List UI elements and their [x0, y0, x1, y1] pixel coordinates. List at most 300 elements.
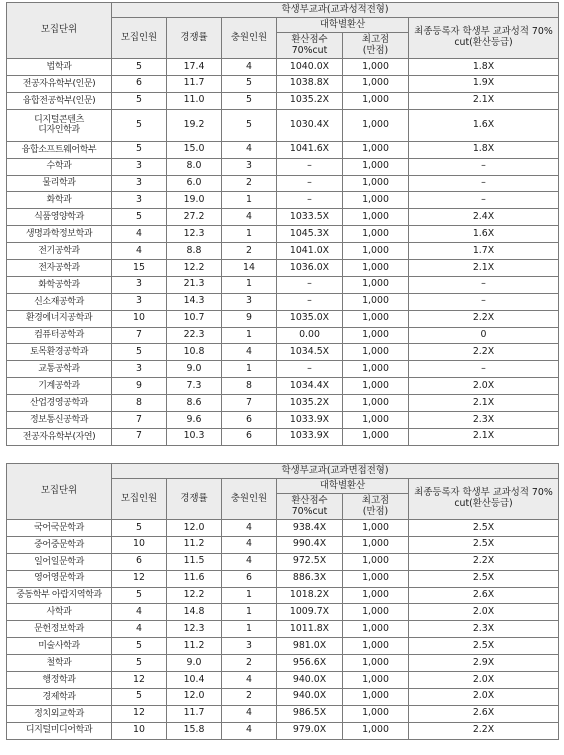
- cell-conv-score: –: [277, 293, 343, 310]
- cell-quota: 4: [112, 243, 167, 260]
- cell-max-score: 1,000: [343, 672, 409, 689]
- cell-final-cut: 2.0X: [409, 378, 559, 395]
- table-row: [7, 293, 559, 310]
- cell-quota: 5: [112, 655, 167, 672]
- cell-dept: 일어일문학과: [7, 553, 112, 570]
- table-row: [7, 109, 559, 141]
- cell-quota: 3: [112, 175, 167, 192]
- cell-max-score: 1,000: [343, 310, 409, 327]
- cell-quota: 5: [112, 688, 167, 705]
- table-body: [7, 59, 559, 446]
- table-row: [7, 327, 559, 344]
- cell-conv-score: 1041.0X: [277, 243, 343, 260]
- cell-competition: 27.2: [167, 209, 222, 226]
- cell-final-cut: –: [409, 175, 559, 192]
- cell-conv-score: 940.0X: [277, 688, 343, 705]
- table-row: [7, 553, 559, 570]
- cell-quota: 4: [112, 621, 167, 638]
- cell-dept: 기계공학과: [7, 378, 112, 395]
- cell-quota: 6: [112, 75, 167, 92]
- cell-additional: 1: [222, 327, 277, 344]
- cell-max-score: 1,000: [343, 412, 409, 429]
- cell-additional: 3: [222, 293, 277, 310]
- cell-final-cut: 1.8X: [409, 59, 559, 76]
- cell-final-cut: 2.0X: [409, 604, 559, 621]
- cell-competition: 17.4: [167, 59, 222, 76]
- cell-competition: 7.3: [167, 378, 222, 395]
- cell-conv-score: 979.0X: [277, 722, 343, 739]
- cell-quota: 15: [112, 260, 167, 277]
- cell-final-cut: 0: [409, 327, 559, 344]
- cell-conv-score: 1035.2X: [277, 92, 343, 109]
- cell-max-score: 1,000: [343, 428, 409, 445]
- cell-max-score: 1,000: [343, 344, 409, 361]
- header-quota: 모집인원: [112, 18, 167, 59]
- cell-quota: 5: [112, 92, 167, 109]
- cell-final-cut: 2.1X: [409, 395, 559, 412]
- cell-competition: 11.5: [167, 553, 222, 570]
- cell-additional: 5: [222, 75, 277, 92]
- cell-additional: 4: [222, 59, 277, 76]
- cell-max-score: 1,000: [343, 293, 409, 310]
- cell-additional: 6: [222, 570, 277, 587]
- cell-quota: 3: [112, 361, 167, 378]
- cell-additional: 14: [222, 260, 277, 277]
- cell-quota: 12: [112, 705, 167, 722]
- cell-additional: 1: [222, 192, 277, 209]
- cell-competition: 10.3: [167, 428, 222, 445]
- cell-conv-score: –: [277, 158, 343, 175]
- cell-competition: 14.3: [167, 293, 222, 310]
- cell-conv-score: –: [277, 192, 343, 209]
- header-conv-score: 환산점수 70%cut: [277, 494, 343, 520]
- cell-max-score: 1,000: [343, 158, 409, 175]
- cell-conv-score: 1035.0X: [277, 310, 343, 327]
- table-row: [7, 158, 559, 175]
- cell-final-cut: 2.2X: [409, 722, 559, 739]
- cell-competition: 19.2: [167, 109, 222, 141]
- table-title: 학생부교과(교과성적전형): [112, 3, 559, 18]
- cell-dept: 전공자유학부(자연): [7, 428, 112, 445]
- table-row: [7, 192, 559, 209]
- admission-table-grades: [6, 2, 559, 446]
- table-row: [7, 395, 559, 412]
- header-max-score: 최고점 (만점): [343, 494, 409, 520]
- cell-max-score: 1,000: [343, 209, 409, 226]
- cell-dept: 행정학과: [7, 672, 112, 689]
- table-row: [7, 428, 559, 445]
- cell-conv-score: 981.0X: [277, 638, 343, 655]
- cell-competition: 11.0: [167, 92, 222, 109]
- table-row: [7, 209, 559, 226]
- table-row: [7, 310, 559, 327]
- admission-table-interview: [6, 463, 559, 740]
- cell-conv-score: –: [277, 361, 343, 378]
- cell-additional: 9: [222, 310, 277, 327]
- cell-additional: 6: [222, 428, 277, 445]
- cell-quota: 5: [112, 344, 167, 361]
- cell-dept: 영어영문학과: [7, 570, 112, 587]
- cell-max-score: 1,000: [343, 655, 409, 672]
- cell-competition: 12.3: [167, 226, 222, 243]
- cell-conv-score: 0.00: [277, 327, 343, 344]
- cell-competition: 12.2: [167, 587, 222, 604]
- cell-additional: 1: [222, 276, 277, 293]
- cell-dept: 전기공학과: [7, 243, 112, 260]
- cell-conv-score: 1033.9X: [277, 412, 343, 429]
- cell-conv-score: 1009.7X: [277, 604, 343, 621]
- cell-conv-score: 1035.2X: [277, 395, 343, 412]
- cell-dept: 생명과학정보학과: [7, 226, 112, 243]
- table-title: 학생부교과(교과면접전형): [112, 464, 559, 479]
- cell-competition: 19.0: [167, 192, 222, 209]
- cell-dept: 수학과: [7, 158, 112, 175]
- cell-max-score: 1,000: [343, 520, 409, 537]
- cell-additional: 2: [222, 175, 277, 192]
- cell-competition: 22.3: [167, 327, 222, 344]
- cell-quota: 5: [112, 109, 167, 141]
- cell-additional: 4: [222, 209, 277, 226]
- cell-final-cut: 2.1X: [409, 260, 559, 277]
- cell-conv-score: 1018.2X: [277, 587, 343, 604]
- cell-dept: 디지털콘텐츠 디자인학과: [7, 109, 112, 141]
- cell-quota: 12: [112, 672, 167, 689]
- cell-quota: 9: [112, 378, 167, 395]
- cell-final-cut: 2.2X: [409, 344, 559, 361]
- header-additional: 충원인원: [222, 18, 277, 59]
- table-row: [7, 638, 559, 655]
- cell-quota: 10: [112, 310, 167, 327]
- cell-dept: 교통공학과: [7, 361, 112, 378]
- cell-additional: 1: [222, 621, 277, 638]
- cell-max-score: 1,000: [343, 621, 409, 638]
- cell-additional: 5: [222, 92, 277, 109]
- cell-dept: 환경에너지공학과: [7, 310, 112, 327]
- cell-conv-score: 1034.4X: [277, 378, 343, 395]
- cell-final-cut: 2.6X: [409, 587, 559, 604]
- table-header: [7, 464, 559, 520]
- cell-competition: 11.7: [167, 705, 222, 722]
- table-row: [7, 672, 559, 689]
- cell-competition: 9.6: [167, 412, 222, 429]
- table-row: [7, 59, 559, 76]
- cell-competition: 11.7: [167, 75, 222, 92]
- cell-max-score: 1,000: [343, 141, 409, 158]
- cell-competition: 15.0: [167, 141, 222, 158]
- cell-dept: 화학과: [7, 192, 112, 209]
- cell-quota: 12: [112, 570, 167, 587]
- cell-conv-score: 986.5X: [277, 705, 343, 722]
- cell-quota: 5: [112, 141, 167, 158]
- table-row: [7, 655, 559, 672]
- cell-quota: 3: [112, 158, 167, 175]
- cell-competition: 10.8: [167, 344, 222, 361]
- header-univ-conversion: 대학별환산: [277, 479, 409, 494]
- table-row: [7, 621, 559, 638]
- cell-conv-score: 1033.5X: [277, 209, 343, 226]
- cell-competition: 11.2: [167, 638, 222, 655]
- table-row: [7, 705, 559, 722]
- cell-max-score: 1,000: [343, 553, 409, 570]
- cell-conv-score: 1030.4X: [277, 109, 343, 141]
- table-row: [7, 722, 559, 739]
- cell-conv-score: 1041.6X: [277, 141, 343, 158]
- cell-conv-score: –: [277, 175, 343, 192]
- cell-competition: 12.2: [167, 260, 222, 277]
- cell-competition: 11.2: [167, 536, 222, 553]
- cell-quota: 5: [112, 638, 167, 655]
- cell-additional: 4: [222, 536, 277, 553]
- cell-dept: 정치외교학과: [7, 705, 112, 722]
- cell-additional: 8: [222, 378, 277, 395]
- cell-dept: 철학과: [7, 655, 112, 672]
- cell-additional: 4: [222, 672, 277, 689]
- cell-quota: 5: [112, 520, 167, 537]
- cell-dept: 법학과: [7, 59, 112, 76]
- cell-max-score: 1,000: [343, 327, 409, 344]
- cell-additional: 3: [222, 158, 277, 175]
- cell-dept: 경제학과: [7, 688, 112, 705]
- cell-max-score: 1,000: [343, 604, 409, 621]
- header-competition: 경쟁률: [167, 18, 222, 59]
- cell-competition: 14.8: [167, 604, 222, 621]
- header-univ-conversion: 대학별환산: [277, 18, 409, 33]
- cell-max-score: 1,000: [343, 688, 409, 705]
- cell-additional: 2: [222, 688, 277, 705]
- cell-conv-score: 1040.0X: [277, 59, 343, 76]
- cell-quota: 3: [112, 192, 167, 209]
- table-row: [7, 570, 559, 587]
- cell-conv-score: 938.4X: [277, 520, 343, 537]
- cell-additional: 4: [222, 520, 277, 537]
- cell-competition: 10.4: [167, 672, 222, 689]
- cell-dept: 융합소프트웨어학부: [7, 141, 112, 158]
- cell-final-cut: 1.6X: [409, 226, 559, 243]
- table-body: [7, 520, 559, 740]
- cell-final-cut: –: [409, 361, 559, 378]
- header-additional: 충원인원: [222, 479, 277, 520]
- cell-conv-score: 1034.5X: [277, 344, 343, 361]
- table-row: [7, 141, 559, 158]
- cell-max-score: 1,000: [343, 109, 409, 141]
- table-row: [7, 92, 559, 109]
- cell-max-score: 1,000: [343, 260, 409, 277]
- cell-quota: 4: [112, 604, 167, 621]
- cell-competition: 12.0: [167, 688, 222, 705]
- cell-dept: 신소재공학과: [7, 293, 112, 310]
- cell-final-cut: 1.7X: [409, 243, 559, 260]
- cell-dept: 컴퓨터공학과: [7, 327, 112, 344]
- cell-competition: 9.0: [167, 655, 222, 672]
- table-row: [7, 243, 559, 260]
- cell-dept: 전자공학과: [7, 260, 112, 277]
- cell-competition: 9.0: [167, 361, 222, 378]
- cell-max-score: 1,000: [343, 722, 409, 739]
- cell-quota: 3: [112, 293, 167, 310]
- cell-max-score: 1,000: [343, 92, 409, 109]
- cell-additional: 5: [222, 109, 277, 141]
- cell-max-score: 1,000: [343, 638, 409, 655]
- cell-additional: 4: [222, 141, 277, 158]
- cell-additional: 2: [222, 243, 277, 260]
- cell-quota: 7: [112, 412, 167, 429]
- cell-additional: 1: [222, 361, 277, 378]
- table-header: [7, 3, 559, 59]
- cell-max-score: 1,000: [343, 587, 409, 604]
- cell-additional: 2: [222, 655, 277, 672]
- cell-final-cut: 2.1X: [409, 92, 559, 109]
- cell-quota: 10: [112, 536, 167, 553]
- cell-quota: 5: [112, 209, 167, 226]
- table-row: [7, 412, 559, 429]
- table-row: [7, 378, 559, 395]
- cell-final-cut: 2.3X: [409, 412, 559, 429]
- table-row: [7, 587, 559, 604]
- cell-competition: 8.0: [167, 158, 222, 175]
- table-row: [7, 688, 559, 705]
- table-row: [7, 175, 559, 192]
- cell-quota: 7: [112, 327, 167, 344]
- cell-conv-score: 1033.9X: [277, 428, 343, 445]
- table-row: [7, 520, 559, 537]
- cell-max-score: 1,000: [343, 705, 409, 722]
- cell-additional: 6: [222, 412, 277, 429]
- cell-final-cut: 2.5X: [409, 536, 559, 553]
- table-row: [7, 604, 559, 621]
- cell-dept: 중어중문학과: [7, 536, 112, 553]
- cell-dept: 정보통신공학과: [7, 412, 112, 429]
- cell-max-score: 1,000: [343, 570, 409, 587]
- cell-max-score: 1,000: [343, 75, 409, 92]
- cell-quota: 4: [112, 226, 167, 243]
- cell-quota: 8: [112, 395, 167, 412]
- cell-max-score: 1,000: [343, 276, 409, 293]
- cell-competition: 12.0: [167, 520, 222, 537]
- cell-additional: 4: [222, 722, 277, 739]
- cell-final-cut: 2.5X: [409, 638, 559, 655]
- cell-additional: 4: [222, 344, 277, 361]
- cell-final-cut: –: [409, 158, 559, 175]
- cell-dept: 융합전공학부(인문): [7, 92, 112, 109]
- cell-additional: 4: [222, 553, 277, 570]
- header-dept: 모집단위: [7, 3, 112, 59]
- table-row: [7, 276, 559, 293]
- cell-quota: 3: [112, 276, 167, 293]
- cell-final-cut: 1.9X: [409, 75, 559, 92]
- cell-additional: 4: [222, 705, 277, 722]
- cell-final-cut: 2.5X: [409, 520, 559, 537]
- cell-dept: 디지털미디어학과: [7, 722, 112, 739]
- cell-dept: 산업경영공학과: [7, 395, 112, 412]
- cell-competition: 8.6: [167, 395, 222, 412]
- cell-max-score: 1,000: [343, 243, 409, 260]
- header-max-score: 최고점 (만점): [343, 33, 409, 59]
- cell-quota: 5: [112, 587, 167, 604]
- header-dept: 모집단위: [7, 464, 112, 520]
- cell-dept: 화학공학과: [7, 276, 112, 293]
- cell-conv-score: 1045.3X: [277, 226, 343, 243]
- cell-final-cut: 2.6X: [409, 705, 559, 722]
- cell-final-cut: –: [409, 293, 559, 310]
- header-final-cut: 최종등록자 학생부 교과성적 70% cut(환산등급): [409, 479, 559, 520]
- cell-final-cut: 1.8X: [409, 141, 559, 158]
- cell-final-cut: –: [409, 276, 559, 293]
- cell-conv-score: 1011.8X: [277, 621, 343, 638]
- cell-final-cut: 2.9X: [409, 655, 559, 672]
- cell-final-cut: –: [409, 192, 559, 209]
- cell-final-cut: 2.4X: [409, 209, 559, 226]
- header-competition: 경쟁률: [167, 479, 222, 520]
- table-row: [7, 260, 559, 277]
- cell-conv-score: 956.6X: [277, 655, 343, 672]
- cell-dept: 식품영양학과: [7, 209, 112, 226]
- cell-competition: 15.8: [167, 722, 222, 739]
- cell-competition: 6.0: [167, 175, 222, 192]
- table-row: [7, 75, 559, 92]
- header-final-cut: 최종등록자 학생부 교과성적 70% cut(환산등급): [409, 18, 559, 59]
- cell-conv-score: 1036.0X: [277, 260, 343, 277]
- cell-dept: 문헌정보학과: [7, 621, 112, 638]
- cell-dept: 물리학과: [7, 175, 112, 192]
- cell-conv-score: 886.3X: [277, 570, 343, 587]
- cell-conv-score: 1038.8X: [277, 75, 343, 92]
- cell-competition: 10.7: [167, 310, 222, 327]
- cell-max-score: 1,000: [343, 378, 409, 395]
- cell-competition: 11.6: [167, 570, 222, 587]
- cell-conv-score: 990.4X: [277, 536, 343, 553]
- table-row: [7, 344, 559, 361]
- cell-final-cut: 2.2X: [409, 310, 559, 327]
- cell-additional: 1: [222, 226, 277, 243]
- cell-quota: 6: [112, 553, 167, 570]
- cell-max-score: 1,000: [343, 192, 409, 209]
- cell-dept: 미술사학과: [7, 638, 112, 655]
- cell-conv-score: –: [277, 276, 343, 293]
- cell-dept: 중동학부 아랍지역학과: [7, 587, 112, 604]
- cell-conv-score: 972.5X: [277, 553, 343, 570]
- cell-additional: 7: [222, 395, 277, 412]
- cell-final-cut: 2.3X: [409, 621, 559, 638]
- table-row: [7, 361, 559, 378]
- cell-quota: 7: [112, 428, 167, 445]
- cell-quota: 10: [112, 722, 167, 739]
- cell-max-score: 1,000: [343, 395, 409, 412]
- cell-dept: 전공자유학부(인문): [7, 75, 112, 92]
- cell-dept: 국어국문학과: [7, 520, 112, 537]
- cell-competition: 8.8: [167, 243, 222, 260]
- cell-additional: 1: [222, 604, 277, 621]
- cell-final-cut: 2.1X: [409, 428, 559, 445]
- cell-quota: 5: [112, 59, 167, 76]
- table-row: [7, 226, 559, 243]
- cell-max-score: 1,000: [343, 175, 409, 192]
- cell-dept: 토목환경공학과: [7, 344, 112, 361]
- header-conv-score: 환산점수 70%cut: [277, 33, 343, 59]
- cell-final-cut: 1.6X: [409, 109, 559, 141]
- cell-dept: 사학과: [7, 604, 112, 621]
- cell-final-cut: 2.0X: [409, 672, 559, 689]
- cell-conv-score: 940.0X: [277, 672, 343, 689]
- cell-max-score: 1,000: [343, 361, 409, 378]
- cell-additional: 3: [222, 638, 277, 655]
- table-row: [7, 536, 559, 553]
- cell-additional: 1: [222, 587, 277, 604]
- cell-final-cut: 2.2X: [409, 553, 559, 570]
- cell-max-score: 1,000: [343, 226, 409, 243]
- header-quota: 모집인원: [112, 479, 167, 520]
- cell-final-cut: 2.0X: [409, 688, 559, 705]
- cell-max-score: 1,000: [343, 536, 409, 553]
